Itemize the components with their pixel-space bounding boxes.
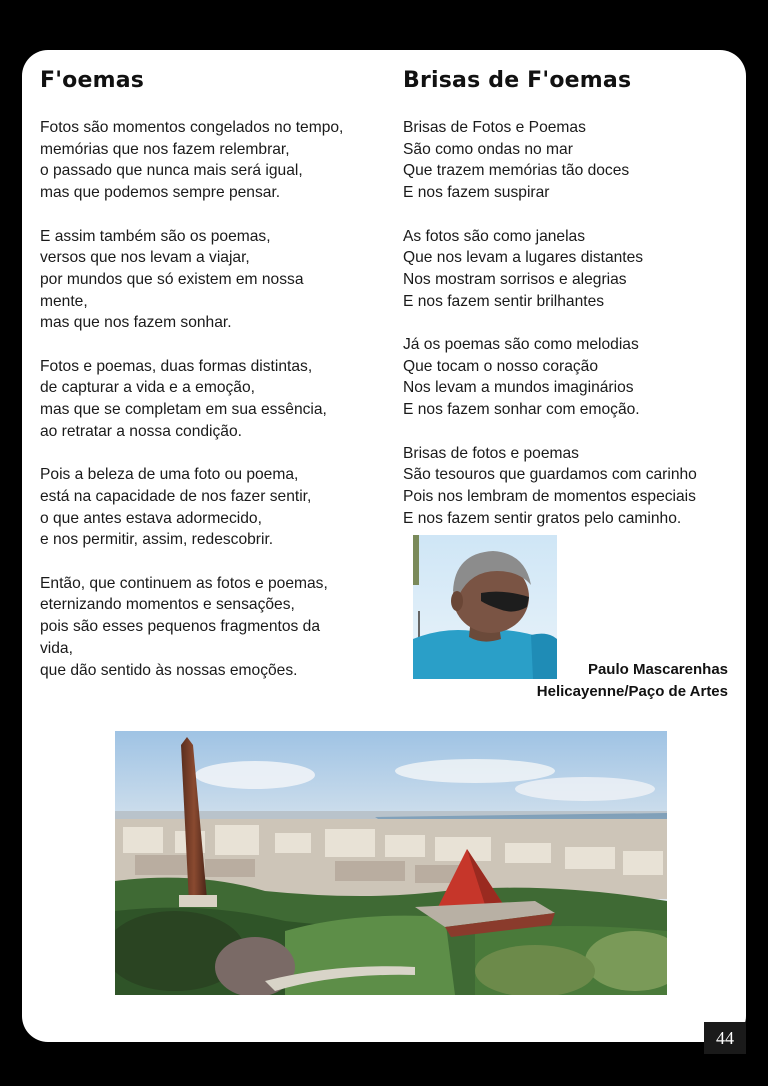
poem-line: Nos levam a mundos imaginários [403,379,634,397]
stanza [403,117,733,204]
poem-line: Que nos levam a lugares distantes [403,249,644,267]
poem-line: E nos fazem sentir brilhantes [403,292,605,310]
poem-line: Pois a beleza de uma foto ou poema, [40,466,299,484]
poem-line: Então, que continuem as fotos e poemas, [40,574,328,592]
poem-line: o que antes estava adormecido, [40,509,262,527]
author-photo [413,535,557,679]
poem-line: Pois nos lembram de momentos especiais [403,487,696,505]
stanza [403,334,733,421]
stanza [403,443,733,530]
poem-line: Brisas de fotos e poemas [403,444,579,462]
stanza [40,117,380,204]
right-poem-title: Brisas de F'oemas [403,68,632,93]
poem-line: mas que se completam em sua essência, [40,401,327,419]
author-affiliation: Helicayenne/Paço de Artes [536,683,728,700]
poem-line: mas que podemos sempre pensar. [40,184,281,202]
poem-line: memórias que nos fazem relembrar, [40,140,290,158]
poem-line: e nos permitir, assim, redescobrir. [40,531,274,549]
poem-line: mente, [40,292,88,310]
poem-line: ao retratar a nossa condição. [40,422,242,440]
poem-line: vida, [40,639,73,657]
poem-line: versos que nos levam a viajar, [40,249,250,267]
poem-line: está na capacidade de nos fazer sentir, [40,487,312,505]
poem-line: por mundos que só existem em nossa [40,270,304,288]
stanza [40,464,380,551]
author-name: Paulo Mascarenhas [587,661,728,678]
stanza [40,226,380,335]
poem-line: mas que nos fazem sonhar. [40,314,232,332]
poem-line: Brisas de Fotos e Poemas [403,119,586,136]
left-poem-title: F'oemas [40,68,145,93]
page-number: 44 [704,1022,746,1054]
poem-line: Nos mostram sorrisos e alegrias [403,270,627,288]
right-poem-body [403,117,733,551]
poem-line: As fotos são como janelas [403,227,586,245]
landscape-photo [115,731,667,995]
poem-line: eternizando momentos e sensações, [40,596,295,614]
stanza [40,356,380,443]
poem-line: E nos fazem suspirar [403,184,550,202]
poem-line: São como ondas no mar [403,140,573,158]
stanza [403,226,733,313]
poem-line: Que tocam o nosso coração [403,357,599,375]
poem-line: pois são esses pequenos fragmentos da [40,618,321,636]
poem-line: São tesouros que guardamos com carinho [403,466,697,484]
stanza [40,573,380,682]
poem-line: Já os poemas são como melodias [403,336,639,353]
poem-line: E assim também são os poemas, [40,227,271,245]
poem-line: E nos fazem sonhar com emoção. [403,401,640,419]
poem-line: de capturar a vida e a emoção, [40,379,255,397]
poem-line: Fotos e poemas, duas formas distintas, [40,357,313,375]
poem-line: E nos fazem sentir gratos pelo caminho. [403,509,682,527]
left-poem-body [40,117,380,703]
poem-line: que dão sentido às nossas emoções. [40,661,298,679]
poem-line: Fotos são momentos congelados no tempo, [40,119,344,136]
poem-line: o passado que nunca mais será igual, [40,162,303,180]
poem-line: Que trazem memórias tão doces [403,162,630,180]
